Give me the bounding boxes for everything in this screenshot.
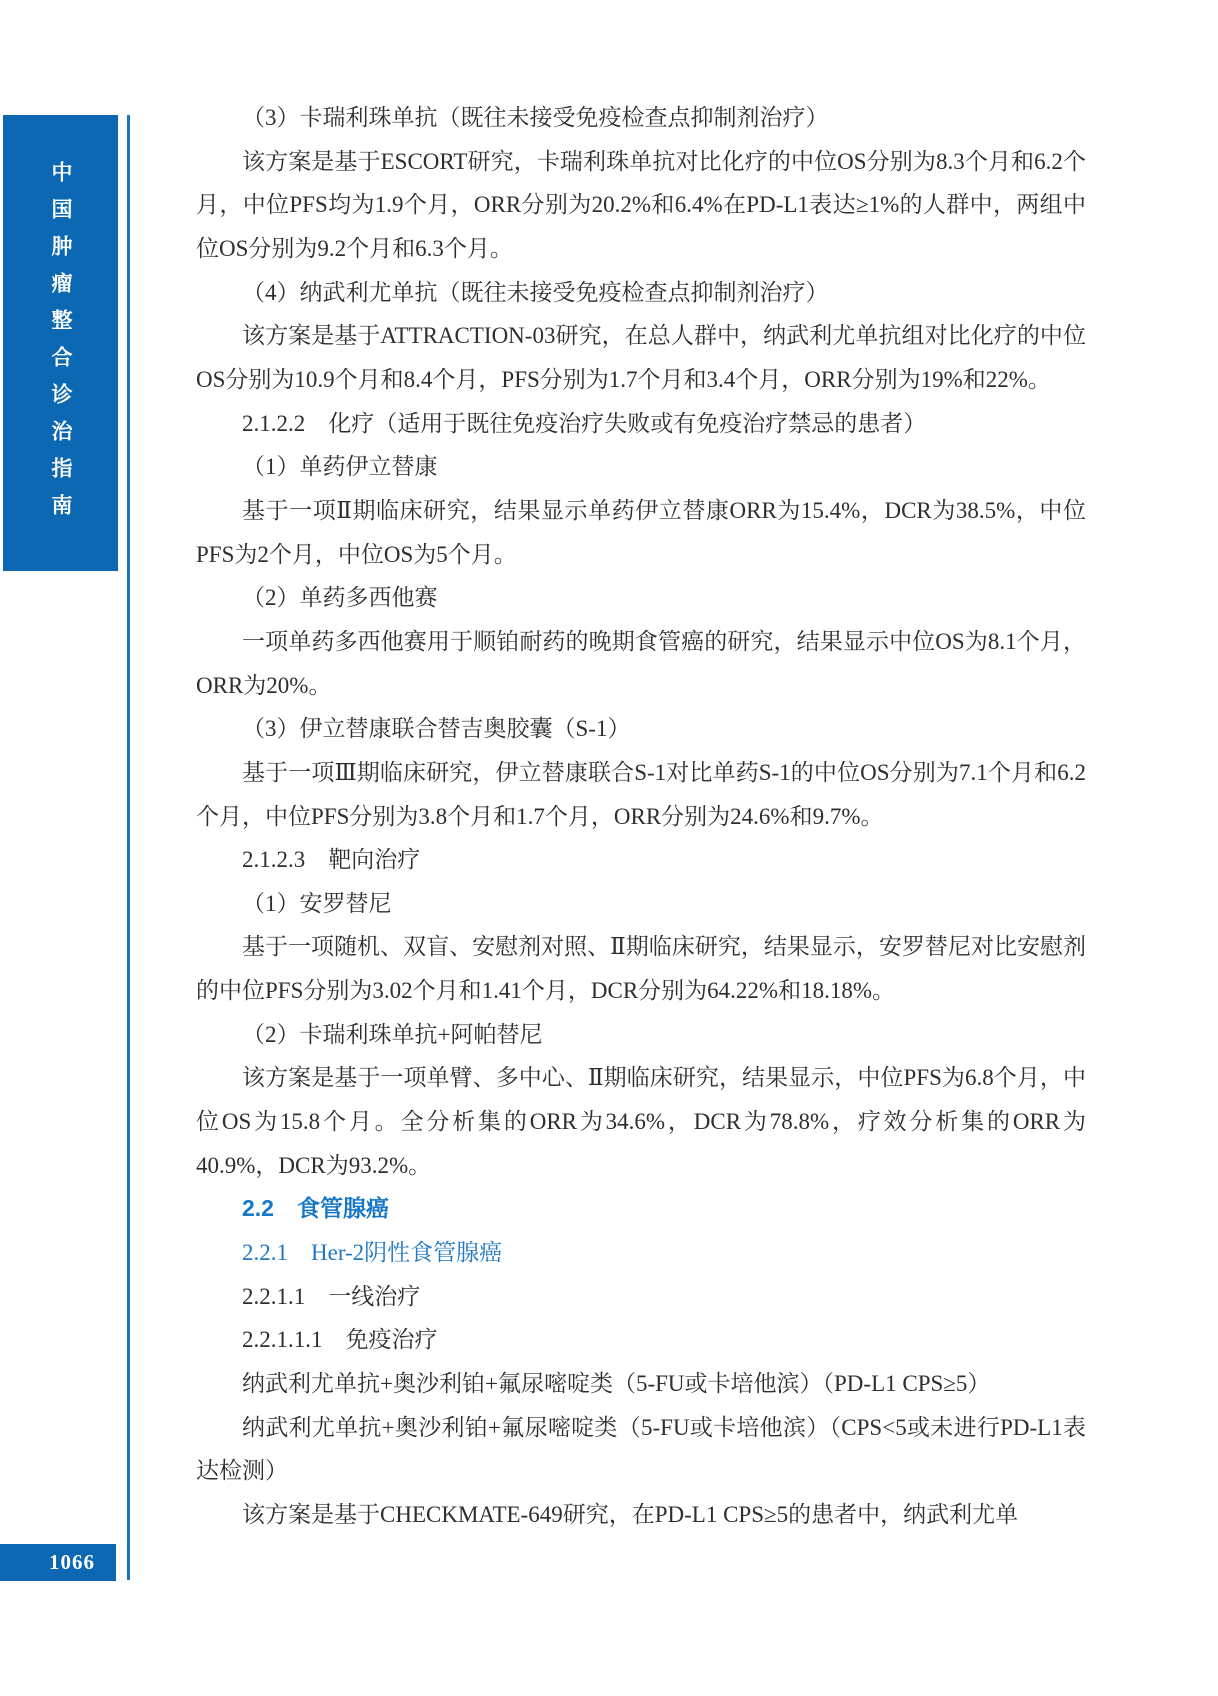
paragraph: 纳武利尤单抗+奥沙利铂+氟尿嘧啶类（5-FU或卡培他滨）（CPS<5或未进行PD-L1表达检测） bbox=[196, 1414, 1086, 1484]
paragraph: 该方案是基于ESCORT研究，卡瑞利珠单抗对比化疗的中位OS分别为8.3个月和6.2个月，中位PFS均为1.9个月，ORR分别为20.2%和6.4%在PD-L1表达≥1%的人群中，两组中位OS分别为9.2个月和6.3个月。 bbox=[196, 148, 1086, 261]
paragraph: 基于一项Ⅱ期临床研究，结果显示单药伊立替康ORR为15.4%，DCR为38.5%，中位PFS为2个月，中位OS为5个月。 bbox=[196, 497, 1086, 567]
paragraph: （1）安罗替尼 bbox=[242, 890, 392, 916]
section-heading-first-line-treatment: 2.2.1.1 一线治疗 bbox=[242, 1283, 421, 1309]
paragraph: 纳武利尤单抗+奥沙利铂+氟尿嘧啶类（5-FU或卡培他滨）（PD-L1 CPS≥5） bbox=[242, 1371, 991, 1397]
paragraph: （3）伊立替康联合替吉奥胶囊（S-1） bbox=[242, 716, 631, 742]
paragraph: 该方案是基于ATTRACTION-03研究，在总人群中，纳武利尤单抗组对比化疗的中位OS分别为10.9个月和8.4个月，PFS分别为1.7个月和3.4个月，ORR分别为19%和22%。 bbox=[196, 323, 1086, 392]
page-number: 1066 bbox=[49, 1550, 95, 1574]
body-text-column bbox=[196, 96, 1086, 1537]
section-heading-her2-negative: 2.2.1 Her-2阴性食管腺癌 bbox=[242, 1240, 503, 1266]
paragraph: （2）卡瑞利珠单抗+阿帕替尼 bbox=[242, 1021, 543, 1047]
paragraph: 一项单药多西他赛用于顺铂耐药的晚期食管癌的研究，结果显示中位OS为8.1个月，ORR为20%。 bbox=[196, 628, 1086, 698]
paragraph: 该方案是基于一项单臂、多中心、Ⅱ期临床研究，结果显示，中位PFS为6.8个月，中位OS为15.8个月。全分析集的ORR为34.6%，DCR为78.8%，疗效分析集的ORR为40.9%，DCR为93.2%。 bbox=[196, 1065, 1086, 1178]
paragraph: 基于一项Ⅲ期临床研究，伊立替康联合S-1对比单药S-1的中位OS分别为7.1个月和6.2个月，中位PFS分别为3.8个月和1.7个月，ORR分别为24.6%和9.7%。 bbox=[196, 759, 1086, 829]
paragraph: （4）纳武利尤单抗（既往未接受免疫检查点抑制剂治疗） bbox=[242, 279, 829, 305]
paragraph: （2）单药多西他赛 bbox=[242, 585, 438, 611]
section-heading-targeted-therapy: 2.1.2.3 靶向治疗 bbox=[242, 847, 421, 873]
sidebar-banner bbox=[3, 115, 118, 571]
sidebar-title-vertical: 中国肿瘤整合诊治指南 bbox=[49, 161, 72, 531]
section-heading-chemotherapy: 2.1.2.2 化疗（适用于既往免疫治疗失败或有免疫治疗禁忌的患者） bbox=[242, 410, 927, 436]
paragraph: （3）卡瑞利珠单抗（既往未接受免疫检查点抑制剂治疗） bbox=[242, 105, 829, 130]
vertical-rule bbox=[127, 115, 130, 1580]
paragraph: 基于一项随机、双盲、安慰剂对照、Ⅱ期临床研究，结果显示，安罗替尼对比安慰剂的中位PFS分别为3.02个月和1.41个月，DCR分别为64.22%和18.18%。 bbox=[196, 934, 1086, 1004]
paragraph: 该方案是基于CHECKMATE-649研究，在PD-L1 CPS≥5的患者中，纳武利尤单 bbox=[242, 1502, 1019, 1527]
section-heading-immunotherapy: 2.2.1.1.1 免疫治疗 bbox=[242, 1327, 438, 1353]
page-number-block bbox=[0, 1544, 116, 1581]
paragraph: （1）单药伊立替康 bbox=[242, 454, 438, 480]
section-heading-esophageal-adenocarcinoma: 2.2 食管腺癌 bbox=[242, 1195, 389, 1222]
